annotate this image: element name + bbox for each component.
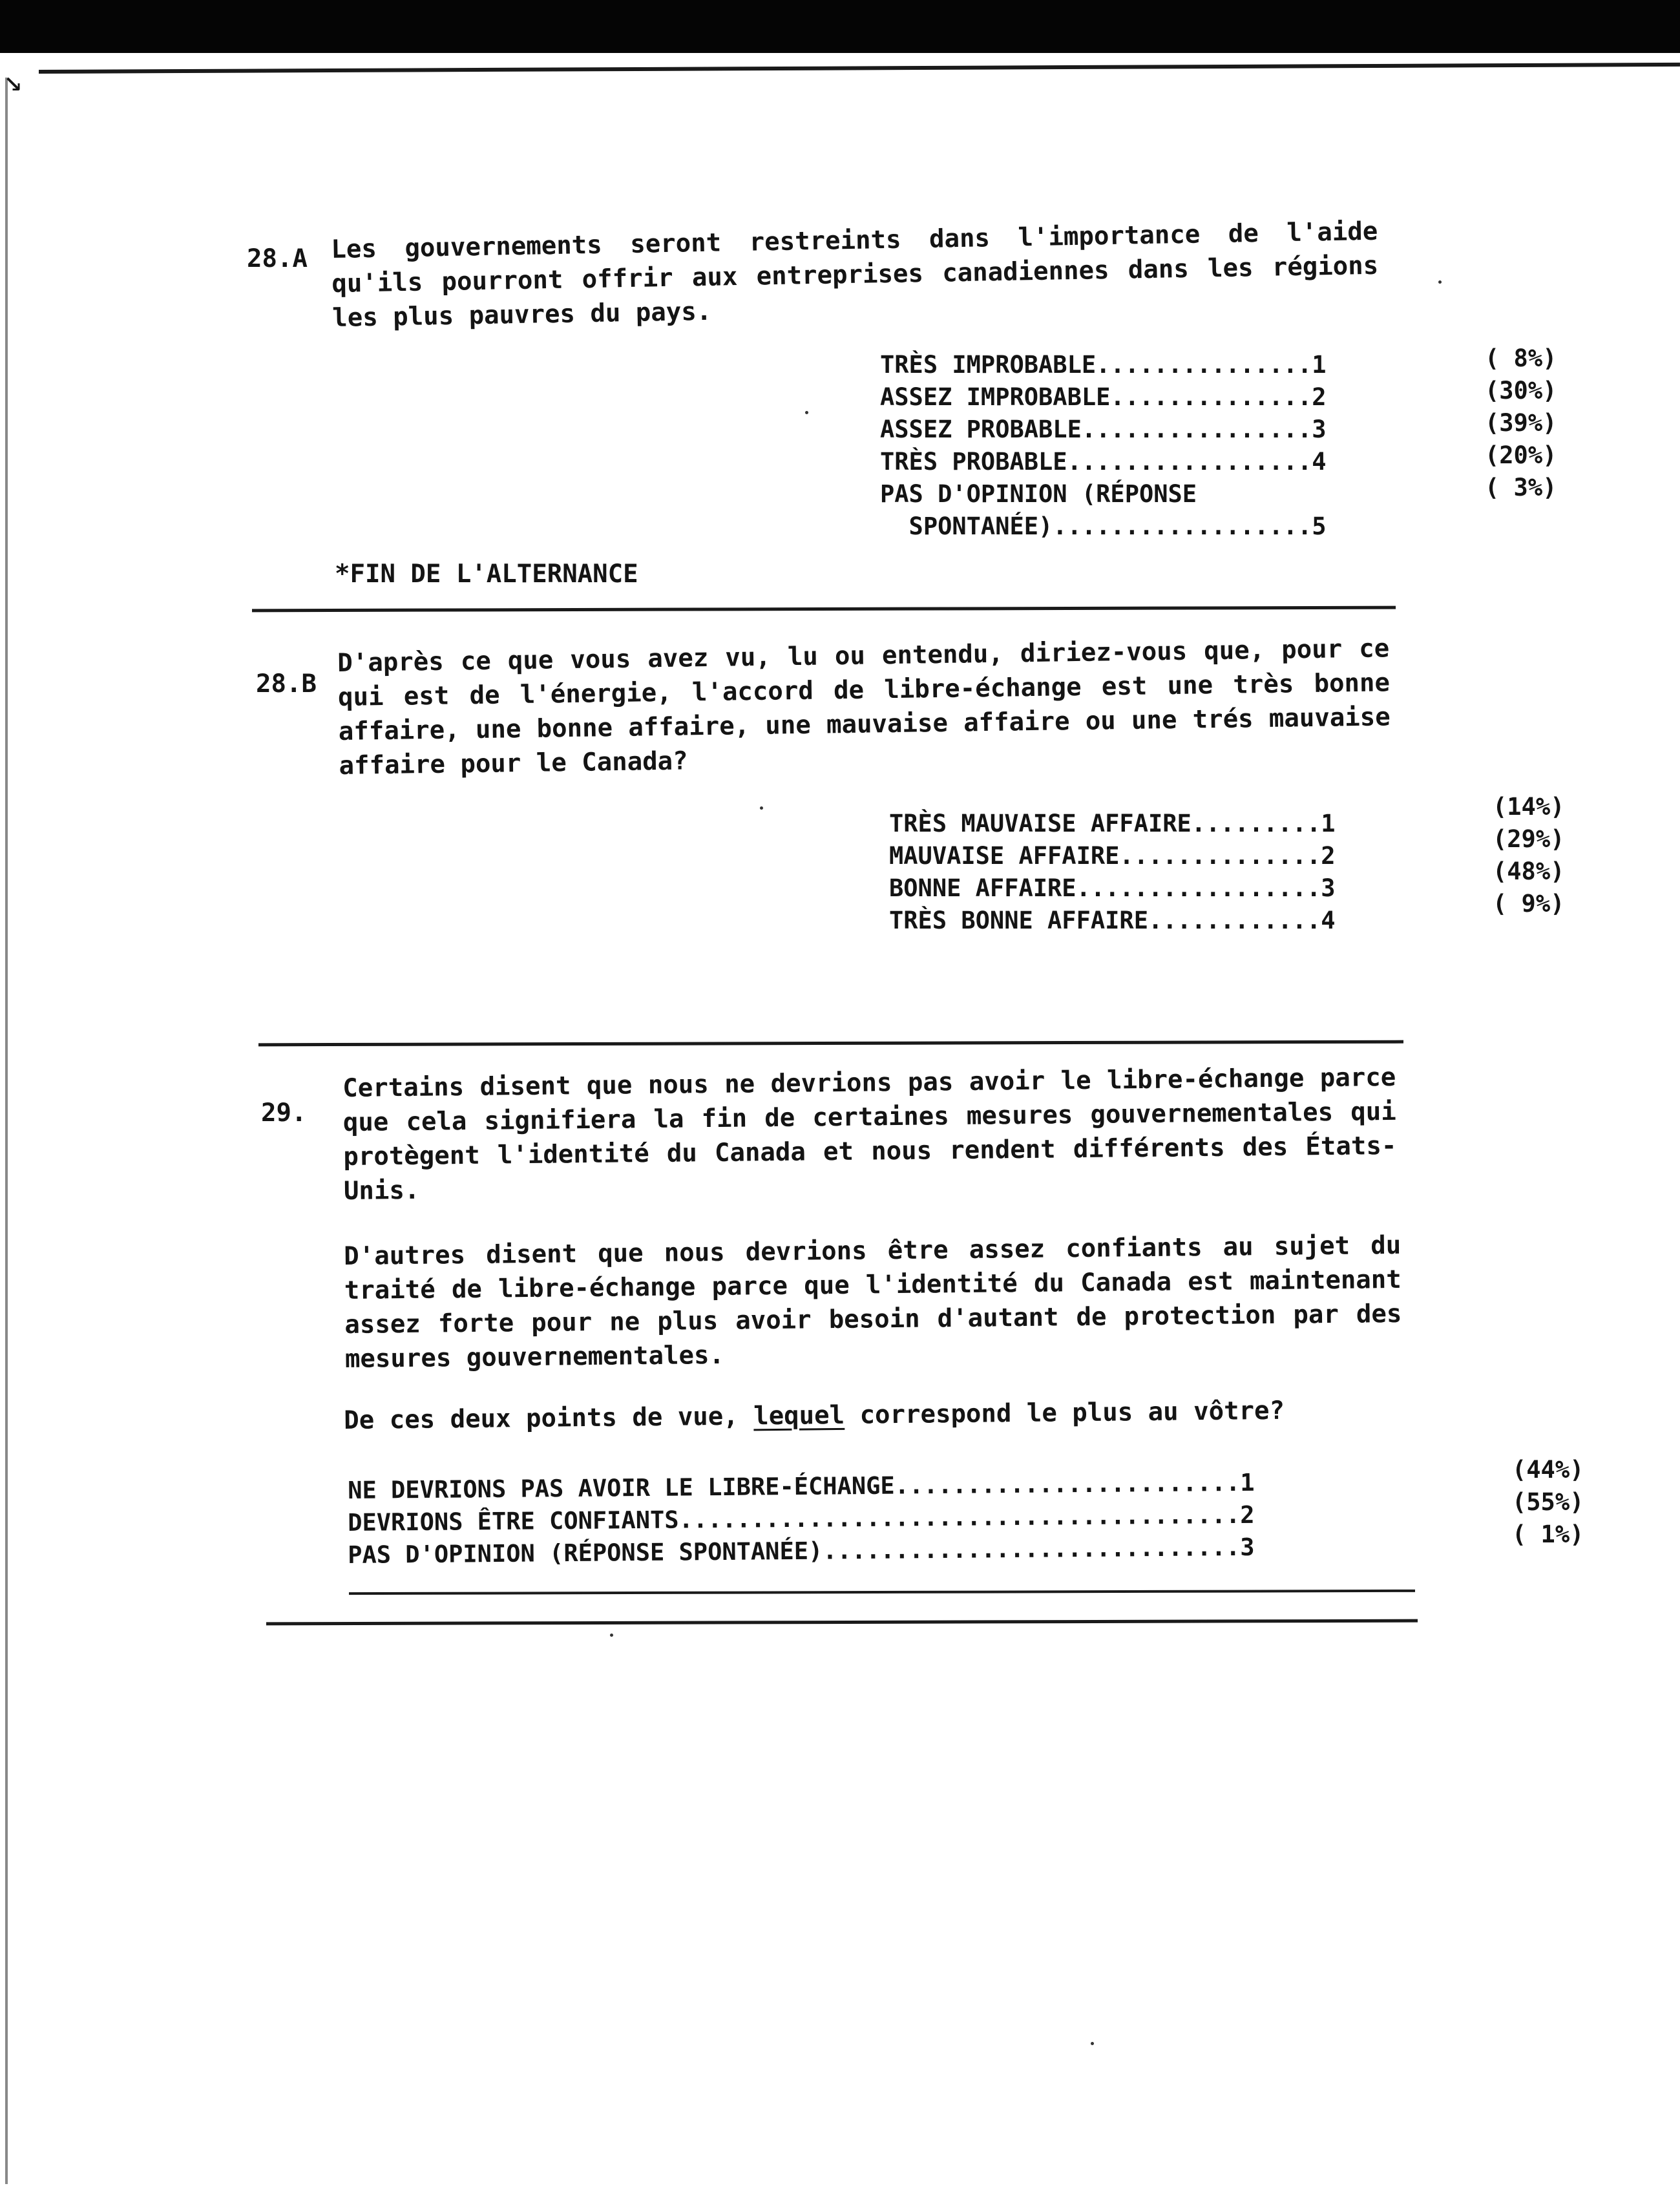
option-label: MAUVAISE AFFAIRE..............2 [889,842,1336,870]
option-percent: ( 8%) [1485,344,1557,372]
scan-speck [1091,2042,1094,2045]
option-percent: (48%) [1493,857,1565,885]
option-percent: (29%) [1493,825,1565,853]
option-label: TRÈS MAUVAISE AFFAIRE.........1 [889,810,1336,837]
scan-speck [610,1634,613,1637]
question-prompt: De ces deux points de vue, lequel correspond le plus au vôtre? [344,1396,1285,1435]
option-label: NE DEVRIONS PAS AVOIR LE LIBRE-ÉCHANGE........................1 [348,1468,1255,1504]
option-label: ASSEZ PROBABLE................3 [880,415,1327,443]
top-rule [39,63,1680,74]
question-text: D'après ce que vous avez vu, lu ou entendu, diriez-vous que, pour ce qui est de l'énergie, l'accord de libre-échange est une très bonne affaire, une bonne affaire, une mauvaise affaire ou une trés mauvaise affaire pour le Canada? [337,634,1391,781]
underlined-word: lequel [753,1400,845,1431]
options-underline [349,1590,1415,1595]
option-label: PAS D'OPINION (RÉPONSE [880,480,1197,508]
option-label: DEVRIONS ÊTRE CONFIANTS.......................................2 [348,1500,1255,1537]
option-label: SPONTANÉE)..................5 [880,512,1327,540]
option-percent: ( 9%) [1493,890,1565,918]
option-percent: (20%) [1485,441,1557,469]
corner-arrow-icon: ↘ [4,62,23,98]
section-divider [252,606,1396,613]
question-number: 29. [261,1098,307,1128]
scan-left-edge [5,78,8,2184]
option-percent: (44%) [1512,1456,1584,1484]
option-percent: (39%) [1485,409,1557,437]
question-number: 28.A [247,244,308,273]
question-text: Les gouvernements seront restreints dans l'importance de l'aide qu'ils pourront offrir aux entreprises canadiennes dans les régions les plus pauvres du pays. [331,216,1379,333]
question-number: 28.B [256,669,317,699]
option-percent: ( 3%) [1485,474,1557,501]
option-label: TRÈS IMPROBABLE...............1 [880,351,1327,379]
question-paragraph-2: D'autres disent que nous devrions être assez confiants au sujet du traité de libre-échange parce que l'identité du Canada est maintenant assez forte pour ne plus avoir besoin d'autant de protection par des mesures gouvernementales. [344,1230,1402,1374]
option-percent: (14%) [1493,793,1565,821]
scan-speck [760,806,763,810]
option-label: TRÈS BONNE AFFAIRE............4 [889,907,1336,934]
section-divider [266,1619,1418,1626]
option-label: ASSEZ IMPROBABLE..............2 [880,383,1327,411]
option-label: TRÈS PROBABLE.................4 [880,448,1327,476]
scan-speck [805,411,808,414]
question-paragraph-1: Certains disent que nous ne devrions pas avoir le libre-échange parce que cela signifiera la fin de certaines mesures gouvernementales qui protègent l'identité du Canada et nous rendent différents des États-Unis. [342,1062,1397,1206]
option-percent: (55%) [1512,1488,1584,1516]
scan-speck [1438,280,1442,284]
option-label: BONNE AFFAIRE.................3 [889,874,1336,902]
option-percent: ( 1%) [1512,1520,1584,1548]
option-label: PAS D'OPINION (RÉPONSE SPONTANÉE).............................3 [348,1533,1255,1569]
alternance-note: *FIN DE L'ALTERNANCE [335,560,638,589]
scan-top-border [0,0,1680,53]
option-percent: (30%) [1485,377,1557,405]
section-divider [258,1040,1403,1047]
